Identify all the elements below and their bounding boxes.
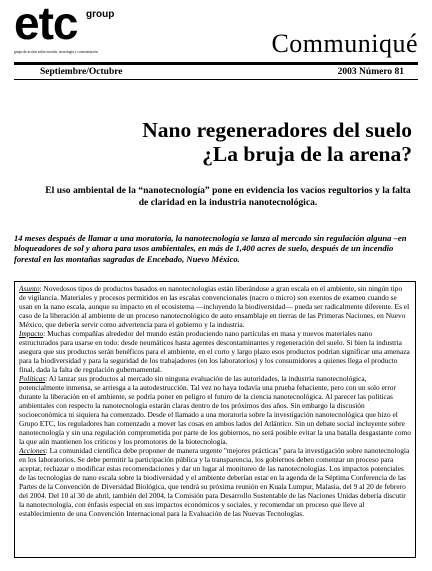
article-lead: 14 meses después de llamar a una moratoria, la nanotecnología se lanza al mercado sin regulación alguna –en bloqueadores de sol y ahora para usos ambientales, en más de 1,400 acres de suelo, después de un incendio forestal en las montañas sagradas de Encebado, Nuevo México. <box>14 233 407 264</box>
article-title-line-2: ¿La bruja de la arena? <box>202 142 412 166</box>
header-divider-thick <box>14 62 418 65</box>
etc-group-logo <box>14 0 164 58</box>
asunto-text: : Novedosos tipos de productos basados en nanotecnologías están liberándose a gran escala en el ambiente, sin ningún tipo de vigilancia. Materiales y procesos permitidos en las escalas convencionales (nacro o micro) son exentos de examen cuando se usan en la nano escala, aunque su impacto en el ecosistema —incluyendo la biodiversidad— pueda ser radicalmente diferente. Es el caso de la liberación al ambiente de un proceso nanotecnológico de auto ensamblaje en tierras de las Primeras Naciones, en Nuevo México, que debería servir como advertencia para el gobierno y la industria. <box>19 284 410 329</box>
issue-number: 2003 Número 81 <box>337 67 404 77</box>
summary-impacto <box>19 329 411 374</box>
summary-box <box>14 281 416 558</box>
politicas-label: Políticas <box>19 374 46 383</box>
logo-superscript: group <box>86 9 115 20</box>
logo-text: etc <box>14 0 78 49</box>
acciones-text: : La comunidad científica debe proponer de manera urgente "mejores prácticas" para la investigación sobre nanotecnología en los laboratorios. Se debe permitir la participación pública y la transparencia, los gobiernos deben comenzar un proceso para aceptar, rechazar o modificar estas recomendaciones y dar un lugar al monitoreo de las nanotecnologías. Los impactos potenciales de las tecnologías de nano escala sobre la biodiversidad y el ambiente deberían estar en la agenda de la Séptima Conferencia de las Partes de la Convención de Diversidad Biológica, que tendrá su próxima reunión en Kuala Lumpur, Malasia, del 9 al 20 de febrero del 2004. Del 10 al 30 de abril, también del 2004, la Comisión para Desarrollo Sustentable de las Naciones Unidas debería discutir la nanotecnología, con énfasis especial en sus impactos económicos y sociales, y recomendar un proceso que lleve al establecimiento de una Convención Internacional para la Evaluación de las Nuevas Tecnologías. <box>19 446 410 518</box>
header-divider-thin <box>14 79 418 80</box>
acciones-label: Acciones <box>19 446 46 455</box>
header <box>14 0 426 66</box>
article-title-line-1: Nano regeneradores del suelo <box>142 118 412 142</box>
logo-tagline: grupo de acción sobre erosión, tecnología y concentración <box>14 50 98 54</box>
summary-acciones <box>19 446 411 518</box>
impacto-text: : Muchas compañías alrededor del mundo están produciendo nano partículas en masa y nuevos materiales nano estructurados para usarse en todo: desde neumáticos hasta agentes descontaminantes y regeneración del suelo. Si bien la industria asegura que sus productos serán benéficos para el ambiente, en el corto y largo plazo esos productos podrían significar una amenaza para la biodiversidad y para la seguridad de los trabajadores (en los laboratorios) y los consumidores a quienes llega el producto final, dada la falta de regulación gubernamental. <box>19 329 410 374</box>
impacto-label: Impacto <box>19 329 44 338</box>
article-subtitle: El uso ambiental de la “nanotecnología” pone en evidencia los vacíos regultorios y la falta de claridad en la industria nanotecnológica. <box>45 185 411 208</box>
summary-politicas <box>19 374 411 446</box>
summary-asunto <box>19 284 411 329</box>
masthead-title: Communiqué <box>271 29 418 58</box>
article-title <box>142 118 412 166</box>
issue-date: Septiembre/Octubre <box>40 67 123 77</box>
dateline <box>40 66 404 78</box>
asunto-label: Asunto <box>19 284 40 293</box>
politicas-text: : Al lanzar sus productos al mercado sin ninguna evaluación de las autoridades, la industria nanotecnológica, potencialmente inmensa, se arriesga a la autodestrucción. Tal vez no haya todavía una prueba fehaciente, pero con un solo error durante la liberación en el ambiente, se podría poner en peligro el futuro de la ciencia nanotecnológica. Al parecer las políticas ambientales con respecto la nanotecnología estarán claras dentro de los próximos dos años. Sin embargo la discusión socioeconómica ni siquiera ha comenzado. Desde el llamado a una moratoria sobre la investigación nanotecnológica que hizo el Grupo ETC, los reguladores han comenzado a mover las cosas en ambos lados del Atlántico. Sin un debate social incluyente sobre nanotecnología y sin una regulación comprometida por parte de los gobiernos, no será posible evitar la una batalla desgastante como la que aún mantienen los críticos y los promotores de la biotecnología. <box>19 374 411 446</box>
